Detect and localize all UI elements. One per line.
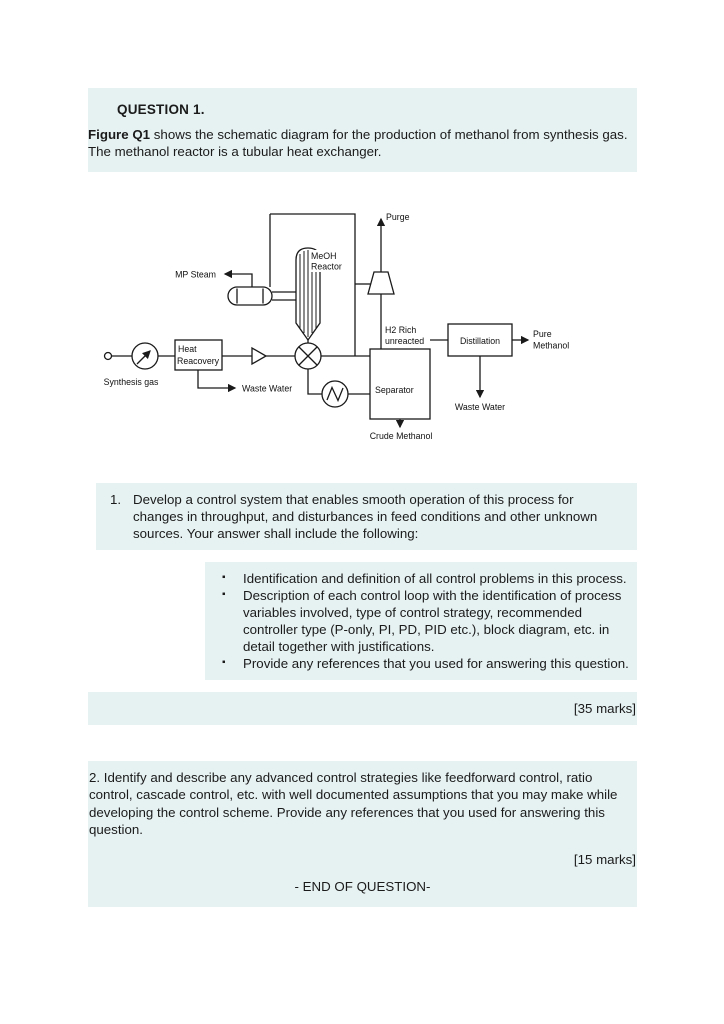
synthesis-gas-label: Synthesis gas (103, 377, 159, 388)
question2-block (88, 761, 637, 907)
question1-number: 1. (110, 492, 122, 508)
pipe-line (308, 369, 322, 394)
heat-recovery-label: Heat (178, 344, 197, 355)
list-item (222, 570, 629, 587)
question1-bullet-list (205, 562, 637, 680)
syngas-source-node (105, 353, 112, 360)
separator-vessel (370, 349, 430, 419)
crude-methanol-label: Crude Methanol (369, 431, 433, 442)
distillation-label: Distillation (459, 336, 501, 347)
mp-steam-line (225, 274, 252, 287)
bullet-text: Identification and definition of all control problems in this process. (243, 571, 627, 587)
h2-rich-label: H2 Rich (385, 325, 417, 336)
purge-compressor-symbol (368, 272, 394, 294)
bullet-icon: ▪ (222, 589, 226, 601)
meoh-reactor-label: Reactor (311, 261, 342, 272)
intro-text: shows the schematic diagram for the production of methanol from synthesis gas. The methanol reactor is a tubular heat exchanger. (88, 127, 628, 160)
bullet-icon: ▪ (222, 572, 226, 584)
end-of-question-text: - END OF QUESTION- (294, 878, 431, 894)
methanol-process-schematic (90, 204, 650, 454)
separator-label: Separator (375, 385, 414, 396)
meoh-reactor-label: MeOH (311, 251, 337, 262)
bullet-icon: ▪ (222, 657, 226, 669)
process-flow-diagram (90, 204, 637, 457)
waste-water-left-label: Waste Water (242, 383, 293, 394)
question1-item (96, 483, 637, 550)
marks-label: [15 marks] (573, 852, 636, 868)
question-header-block (88, 88, 637, 172)
pure-methanol-label: Methanol (533, 340, 570, 351)
bullet-text: Description of each control loop with the identification of process variables involved, type of control strategy, recommended controller type (P-only, PI, PD, PID etc.), block diagram, etc. in detail together with justifications. (243, 588, 622, 655)
list-item (222, 587, 629, 655)
steam-drum (228, 287, 272, 305)
bullet-text: Provide any references that you used for answering this question. (243, 656, 629, 672)
waste-water-left-line (198, 370, 235, 388)
list-item (222, 655, 629, 672)
question2-text: 2. Identify and describe any advanced control strategies like feedforward control, ratio control, cascade control, etc. with well documented assumptions that you may make while developing the control scheme. Provide any references that you used for answering this question. (89, 770, 618, 838)
purge-label: Purge (386, 212, 410, 223)
question-title: QUESTION 1. (117, 102, 205, 117)
h2-rich-label: unreacted (385, 336, 425, 347)
waste-water-right-label: Waste Water (454, 402, 506, 413)
marks-label: [35 marks] (573, 701, 636, 717)
pure-methanol-label: Pure (533, 329, 552, 340)
mp-steam-label: MP Steam (175, 269, 216, 280)
intro-paragraph (88, 126, 633, 160)
heat-recovery-label: Reacovery (177, 356, 220, 367)
question1-marks-block (88, 692, 637, 725)
question1-text: Develop a control system that enables smooth operation of this process for changes in throughput, and disturbances in feed conditions and other unknown sources. Your answer shall include the following: (133, 492, 598, 542)
booster-compressor-symbol (252, 348, 266, 364)
page-content (88, 0, 637, 907)
figure-reference: Figure Q1 (88, 127, 151, 142)
